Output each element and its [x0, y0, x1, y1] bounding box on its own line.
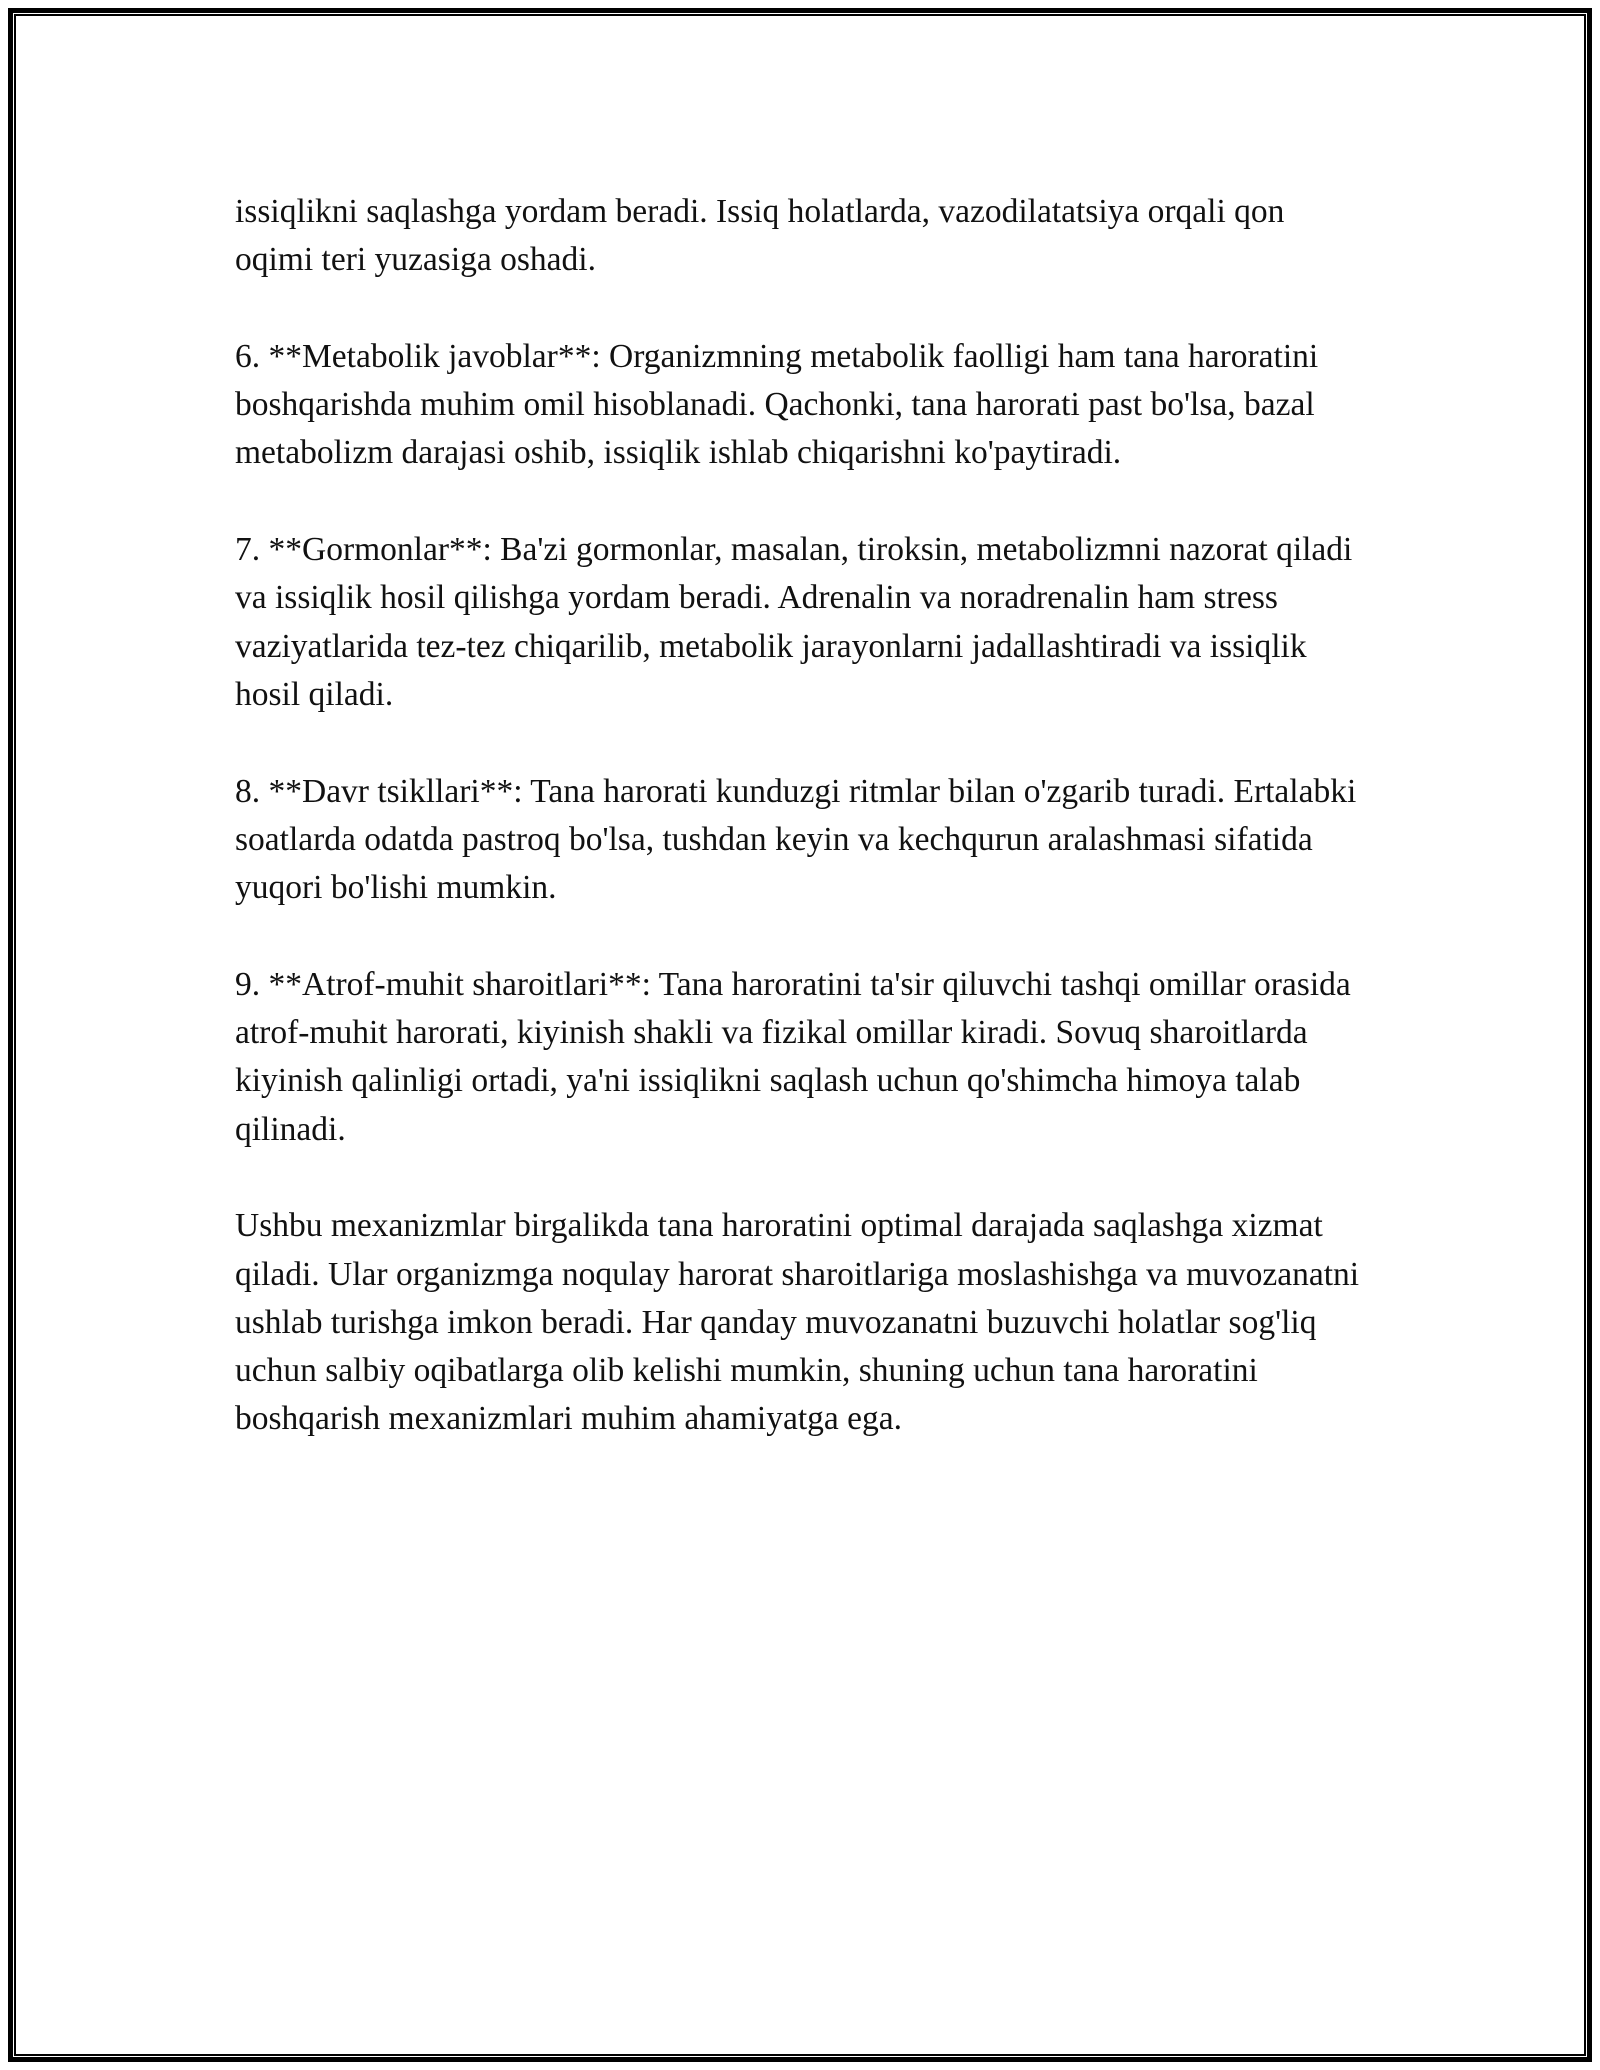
paragraph-environmental-conditions: 9. **Atrof-muhit sharoitlari**: Tana haroratini ta'sir qiluvchi tashqi omillar orasida atrof-muhit harorati, kiyinish shakli va fizikal omillar kiradi. Sovuq sharoitlarda kiyinish qalinligi ortadi, ya'ni issiqlikni saqlash uchun qo'shimcha himoya talab qilinadi.	[235, 965, 1351, 1148]
paragraph-hormones: 7. **Gormonlar**: Ba'zi gormonlar, masalan, tiroksin, metabolizmni nazorat qiladi va issiqlik hosil qilishga yordam beradi. Adrenalin va noradrenalin ham stress vaziyatlarida tez-tez chiqarilib, metabolik jarayonlarni jadallashtiradi va issiqlik hosil qiladi.	[235, 531, 1353, 713]
document-body	[235, 188, 1365, 1492]
paragraph-daily-cycles: 8. **Davr tsikllari**: Tana harorati kunduzgi ritmlar bilan o'zgarib turadi. Ertalabki soatlarda odatda pastroq bo'lsa, tushdan keyin va kechqurun aralashmasi sifatida yuqori bo'lishi mumkin.	[235, 772, 1357, 907]
paragraph-metabolic-responses: 6. **Metabolik javoblar**: Organizmning metabolik faolligi ham tana haroratini boshqarishda muhim omil hisoblanadi. Qachonki, tana harorati past bo'lsa, bazal metabolizm darajasi oshib, issiqlik ishlab chiqarishni ko'paytiradi.	[235, 337, 1319, 472]
paragraph-continuation: issiqlikni saqlashga yordam beradi. Issiq holatlarda, vazodilatatsiya orqali qon oqimi teri yuzasiga oshadi.	[235, 193, 1285, 279]
paragraph-conclusion: Ushbu mexanizmlar birgalikda tana haroratini optimal darajada saqlashga xizmat qiladi. Ular organizmga noqulay harorat sharoitlariga moslashishga va muvozanatni ushlab turishga imkon beradi. Har qanday muvozanatni buzuvchi holatlar sog'liq uchun salbiy oqibatlarga olib kelishi mumkin, shuning uchun tana haroratini boshqarish mexanizmlari muhim ahamiyatga ega.	[235, 1207, 1360, 1438]
